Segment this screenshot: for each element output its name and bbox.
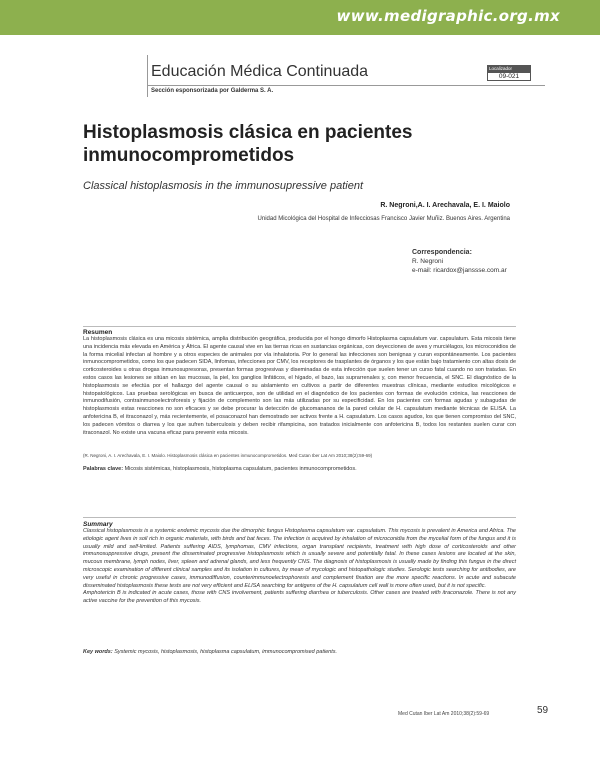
keywords-es-label: Palabras clave: xyxy=(83,466,124,472)
authors: R. Negroni,A. I. Arechavala, E. I. Maiolo xyxy=(380,202,510,209)
journal-footer: Med Cutan Iber Lat Am 2010;38(2):59-69 xyxy=(398,711,490,717)
correspondence xyxy=(412,248,507,275)
affiliation: Unidad Micológica del Hospital de Infecciosas Francisco Javier Muñiz. Buenos Aires. Argentina xyxy=(257,216,510,222)
keywords-es-text: Micosis sistémicas, histoplasmosis, histoplasma capsulatum, pacientes inmunocomprometidos. xyxy=(124,466,357,472)
summary-text-2: Amphotericin B is indicated in acute cases, those with CNS involvement, patients suffering diarrhea or tuberculosis. Other cases are treated with itraconazole. There is not any active vaccine for the prevention of this mycosis. xyxy=(83,590,516,605)
summary-heading: Summary xyxy=(83,521,113,528)
locator-label: Localizador xyxy=(487,65,531,72)
keywords-en-text: Systemic mycosis, histoplasmosis, histoplasma capsulatum, immunocompromised patients. xyxy=(114,649,338,655)
article-title: Histoplasmosis clásica en pacientes inmunocomprometidos xyxy=(83,122,413,166)
citation: (R. Negroni, A. I. Arechavala, E. I. Maiolo. Histoplasmosis clásica en pacientes inmunocomprometidos. Med Cutan Iber Lat Am 2010;38(2):59-69) xyxy=(83,453,373,458)
resumen-heading: Resumen xyxy=(83,329,113,336)
keywords-en-label: Key words: xyxy=(83,649,113,655)
section-divider-horizontal xyxy=(147,85,545,86)
resumen-text: La histoplasmosis clásica es una micosis sistémica, amplia distribución geográfica, producida por el hongo dimorfo Histoplasma capsulatum var. capsulatum. Esta micosis tiene una incidencia más elevada en América y África. El agente causal vive en las tierras ricas en sustancias orgánicas, con deyecciones de aves y murciélagos, los microconidios de la forma micelial infectan al hombre y a otros especies de animales por vía inhalatoria. Por lo general las infecciones son benignas y curan espontáneamente. Los pacientes inmunocomprometidos, como los que padecen SIDA, linfomas, infecciones por CMV, los receptores de trasplantes de órganos y los que están bajo tratamiento con altas dosis de corticosteroides u otras drogas inmunosupresoras, presentan formas progresivas y diseminadas de esta infección que suelen tener un curso fatal cuando no son tratadas. En estos casos las lesiones se sitúan en las mucosas, la piel, los ganglios linfáticos, el hígado, el bazo, las suprarrenales y, con menor frecuencia, el SNC. El diagnóstico de la histoplasmosis se efectúa por el hallazgo del agente causal o su aislamiento en cultivos a partir de diferentes muestras clínicas, mediante estudios micológicos e histopatológicos. Las pruebas serológicas en busca de anticuerpos, son de utilidad en el diagnóstico de los pacientes con formas de evolución crónica, las reacciones de inmunodifusión, contrainmunoelectroforesis y fijación de complemento son las más utilizadas por su especificidad. En los pacientes con formas agudas y subagudas de histoplasmosis estas reacciones no son eficaces y se debe procurar la detección de glucomananos de la pared celular de H. capsulatum mediante técnicas de ELISA. La anfotericina B, el itraconazol y, más recientemente, el posaconazol han demostrado ser activos frente a H. capsulatum. Los casos agudos, los que tienen compromiso del SNC, los padecen vómitos o diarrea y los que sufren tuberculosis y deben recibir rifampicina, son tratados inicialmente con anfotericina B, todos los restantes suelen curar con itraconazol. No existe una vacuna eficaz para prevenir esta micosis. xyxy=(83,336,517,436)
site-url[interactable]: www.medigraphic.org.mx xyxy=(336,7,560,25)
correspondence-email[interactable]: e-mail: ricardox@janssse.com.ar xyxy=(412,267,507,274)
resumen-divider xyxy=(83,326,516,327)
summary-text: Classical histoplasmosis is a systemic endemic mycosis due the dimorphic fungus Histoplasma capsulatum var. capsulatum. This mycosis is prevalent in America and Africa. The etiologic agent lives in soil rich in organic materials, with birds and bat feces. The infection is acquired by inhalation of microconidia from the mycelial form of the fungus and it is usually mild and self-limited. Patients suffering AIDS, lymphomas, CMV infections, organ transplant recipients, treatment with high dose of corticosteroids and other immunosuppressive drugs, present the disseminated progressive histoplasmosis which is usually severe and potentially fatal. In these cases lesions are located at the skin, mucous membrane, lymph nodes, liver, spleen and adrenal glands, and less frequently CNS. The diagnosis of histoplasmosis is usually made by finding this fungus in the direct microscopic examination of different clinical samples and its isolation in cultures, by mean of mycologic and histopathologic studies. Serologic tests searching for antibodies, are very useful in chronic progressive cases, immunodiffusion, counterimmunoelectrophoresis and complement fixation are the more specific reactions. In acute and subacute disseminated histoplasmosis these tests are not very efficient and ELISA searching for antigens of the H. capsulatum cell wall is more often used, but it is not specific. xyxy=(83,528,516,589)
sponsor-line: Sección esponsorizada por Galderma S. A. xyxy=(151,88,274,94)
locator-badge xyxy=(487,65,531,81)
correspondence-name: R. Negroni xyxy=(412,258,444,265)
summary-divider xyxy=(83,517,516,518)
top-banner xyxy=(0,0,600,35)
correspondence-heading: Correspondencia: xyxy=(412,249,472,256)
keywords-en xyxy=(83,649,516,655)
keywords-es xyxy=(83,466,516,472)
resumen-block xyxy=(83,329,516,437)
page-number: 59 xyxy=(537,705,549,716)
summary-block xyxy=(83,521,516,606)
article-subtitle: Classical histoplasmosis in the immunosupressive patient xyxy=(83,180,364,192)
locator-code: 09-021 xyxy=(487,72,531,81)
section-divider-vertical xyxy=(147,55,148,97)
section-title: Educación Médica Continuada xyxy=(151,63,369,80)
